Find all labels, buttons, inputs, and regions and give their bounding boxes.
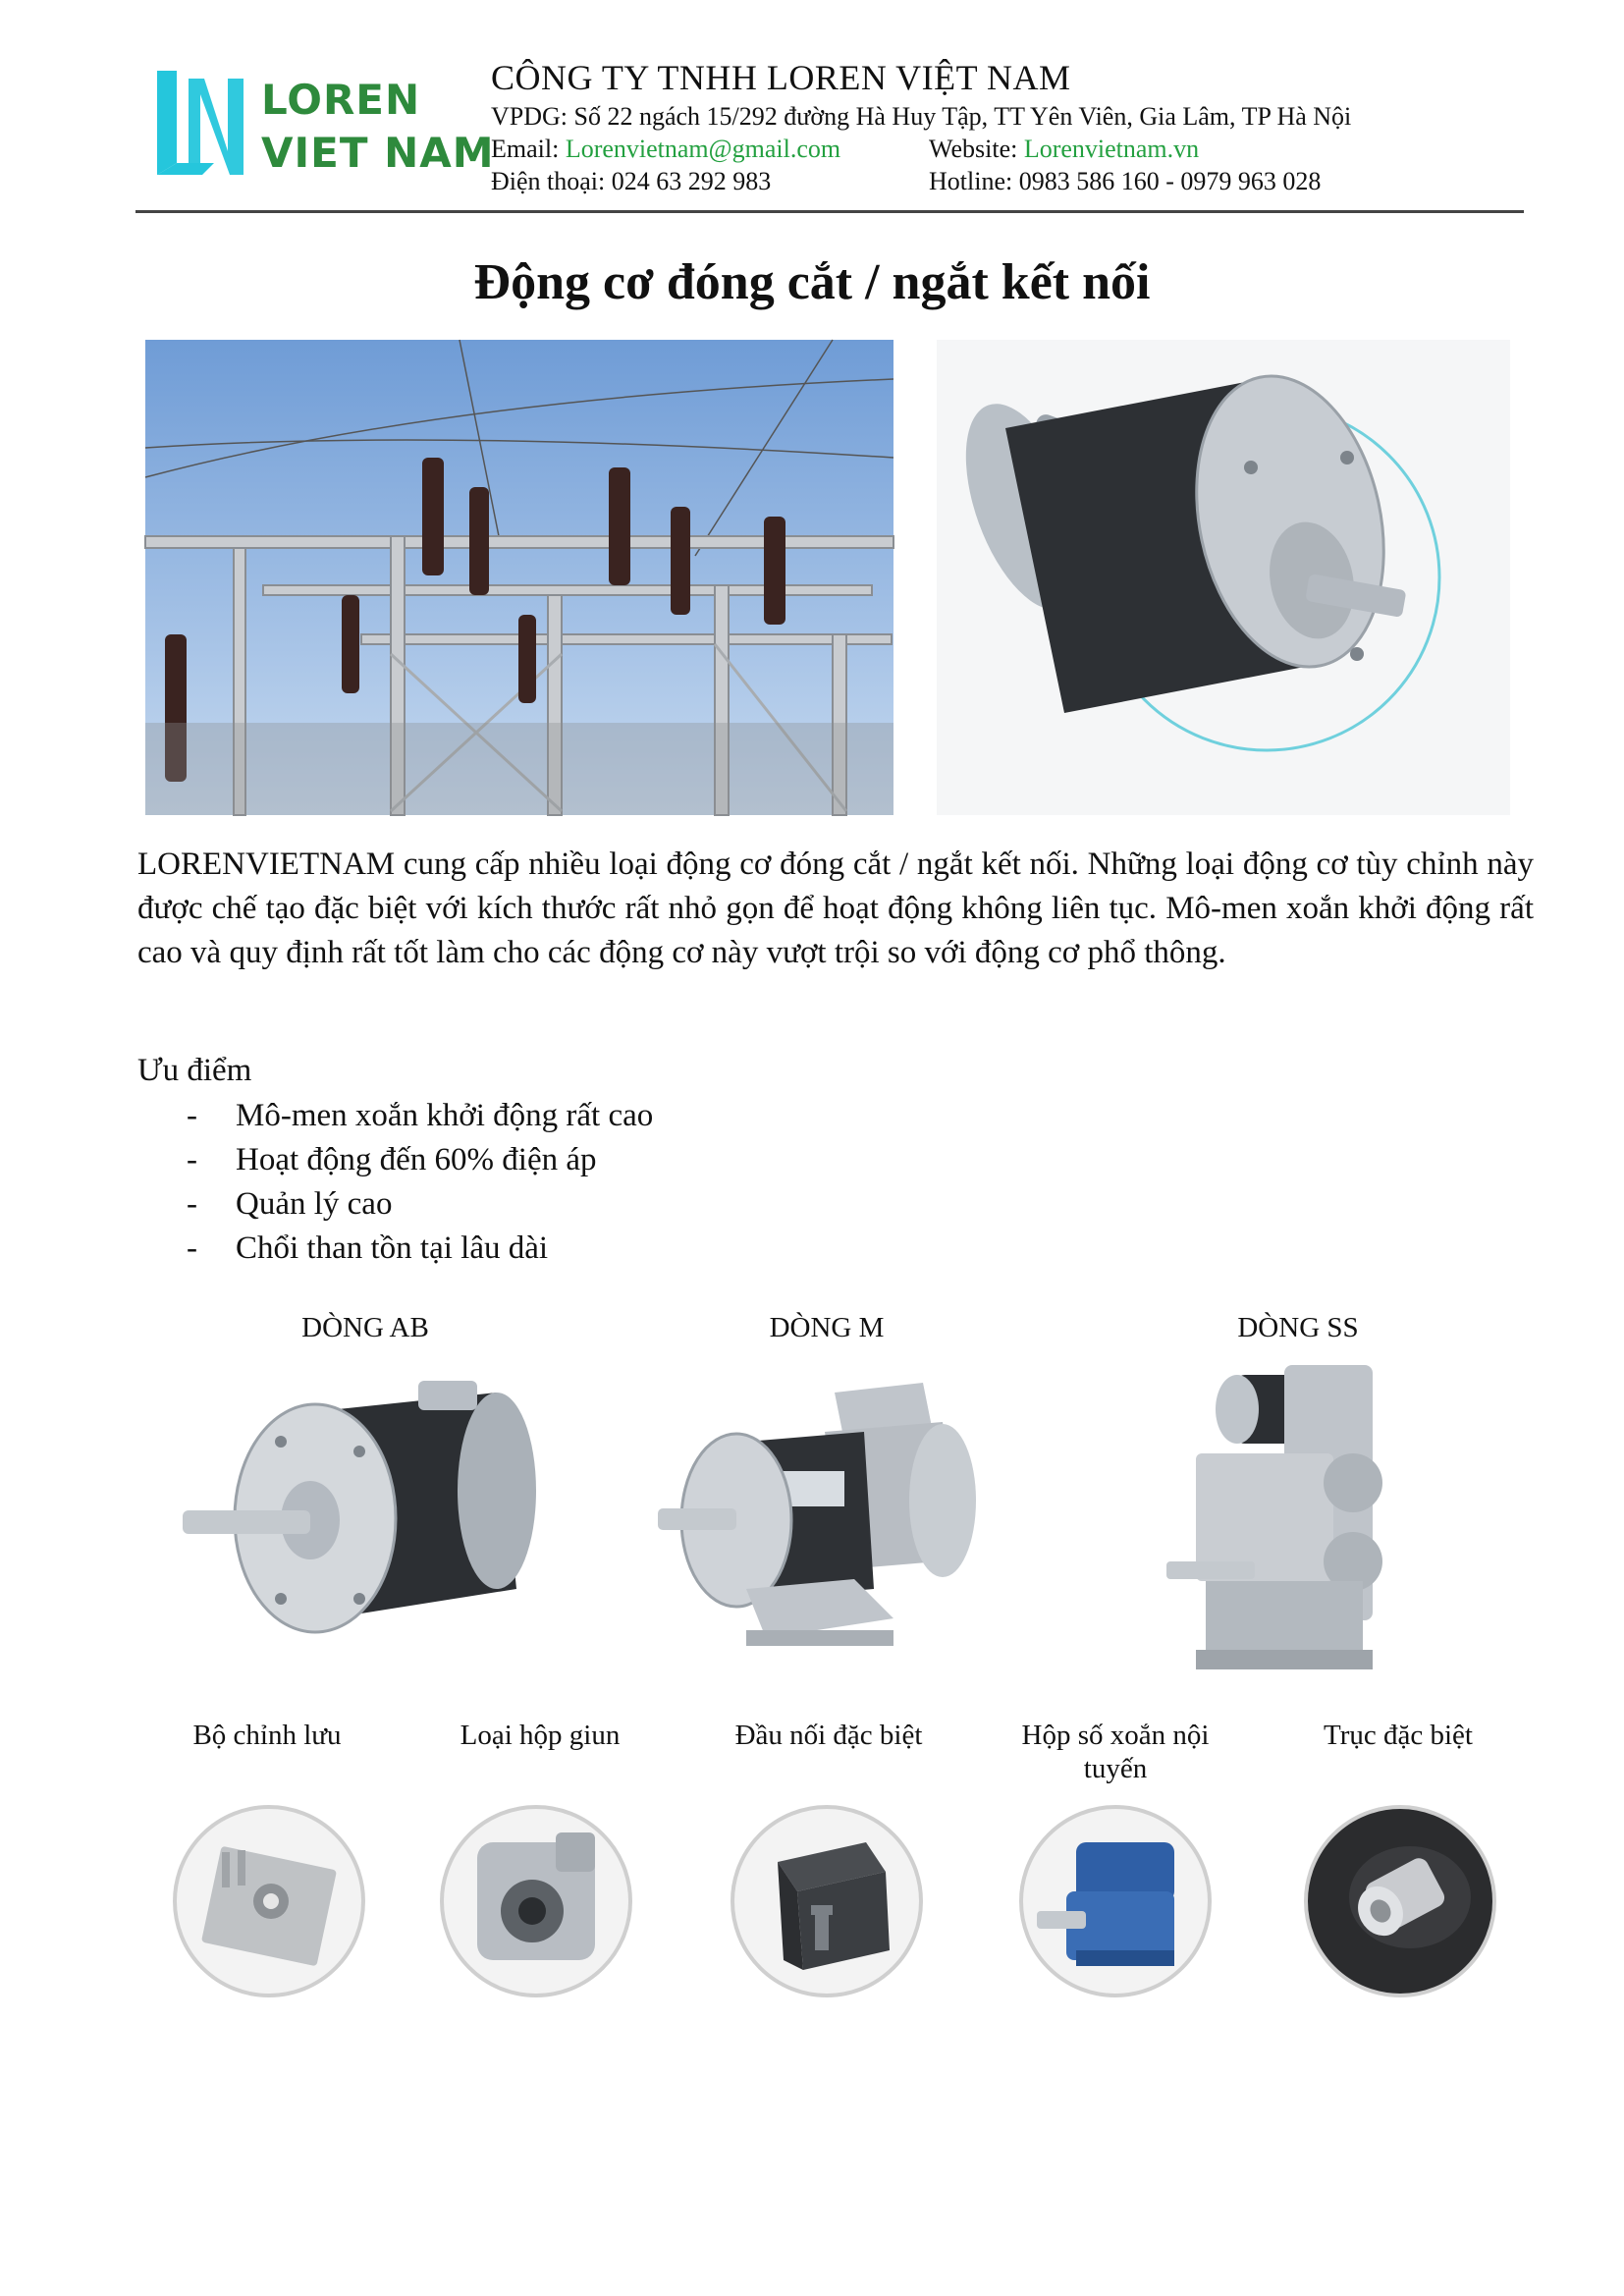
accessory-special-shaft-label: Trục đặc biệt bbox=[1324, 1720, 1473, 1751]
accessory-rectifier-image bbox=[171, 1803, 367, 1999]
series-m-image bbox=[648, 1373, 982, 1667]
list-item: - Quản lý cao bbox=[187, 1186, 393, 1222]
advantages-heading: Ưu điểm bbox=[137, 1053, 252, 1088]
accessory-inline-gearbox-label: Hộp số xoắn nội tuyến bbox=[1021, 1720, 1210, 1784]
company-logo bbox=[157, 65, 495, 181]
logo-line1: LOREN bbox=[261, 76, 421, 124]
website-line bbox=[929, 135, 1199, 164]
accessory-connector-label: Đầu nối đặc biệt bbox=[734, 1720, 923, 1751]
substation-image-icon bbox=[145, 340, 893, 815]
special-connector-icon bbox=[729, 1803, 925, 1999]
logo-mark-icon bbox=[157, 65, 495, 181]
accessory-worm-gearbox-image bbox=[438, 1803, 634, 1999]
inline-helical-gearbox-icon bbox=[1017, 1803, 1214, 1999]
company-address: VPDG: Số 22 ngách 15/292 đường Hà Huy Tập, TT Yên Viên, Gia Lâm, TP Hà Nội bbox=[491, 102, 1352, 131]
series-ss-label: DÒNG SS bbox=[1237, 1312, 1359, 1343]
phone-line: Điện thoại: 024 63 292 983 bbox=[491, 167, 772, 195]
company-name: CÔNG TY TNHH LOREN VIỆT NAM bbox=[491, 58, 1071, 97]
bridge-rectifier-icon bbox=[171, 1803, 367, 1999]
ss-gearmotor-icon bbox=[1166, 1365, 1412, 1679]
dc-motor-image-icon bbox=[937, 340, 1510, 815]
list-item: - Hoạt động đến 60% điện áp bbox=[187, 1142, 597, 1177]
series-ab-image bbox=[173, 1373, 546, 1658]
motor-photo bbox=[937, 340, 1510, 815]
list-item: - Mô-men xoắn khởi động rất cao bbox=[187, 1098, 654, 1133]
intro-paragraph: LORENVIETNAM cung cấp nhiều loại động cơ đóng cắt / ngắt kết nối. Những loại động cơ tùy chỉnh này được chế tạo đặc biệt với kích thước rất nhỏ gọn để hoạt động không liên tục. Mô-men xoắn khởi động rất cao và quy định rất tốt làm cho các động cơ này vượt trội so với động cơ phổ thông. bbox=[137, 847, 1534, 970]
worm-gearbox-icon bbox=[438, 1803, 634, 1999]
accessory-inline-gearbox-image bbox=[1017, 1803, 1214, 1999]
logo-line2: VIET NAM bbox=[261, 129, 495, 177]
series-ss-image bbox=[1166, 1365, 1412, 1679]
ab-motor-icon bbox=[173, 1373, 546, 1658]
hotline-line: Hotline: 0983 586 160 - 0979 963 028 bbox=[929, 167, 1322, 195]
advantages-list bbox=[187, 1094, 653, 1271]
series-ab-label: DÒNG AB bbox=[301, 1312, 429, 1343]
email-line bbox=[491, 135, 840, 164]
email-label: Email: bbox=[491, 135, 566, 163]
special-shaft-icon bbox=[1302, 1803, 1498, 1999]
accessory-connector-image bbox=[729, 1803, 925, 1999]
accessory-special-shaft-image bbox=[1302, 1803, 1498, 1999]
header-divider bbox=[135, 210, 1524, 213]
substation-photo bbox=[145, 340, 893, 815]
accessory-rectifier-label: Bộ chỉnh lưu bbox=[192, 1720, 342, 1751]
list-item: - Chổi than tồn tại lâu dài bbox=[187, 1230, 549, 1266]
website-label: Website: bbox=[929, 135, 1024, 163]
accessory-worm-gearbox-label: Loại hộp giun bbox=[460, 1720, 621, 1751]
website-link[interactable]: Lorenvietnam.vn bbox=[1023, 135, 1200, 163]
page-title: Động cơ đóng cắt / ngắt kết nối bbox=[473, 254, 1151, 310]
email-link[interactable]: Lorenvietnam@gmail.com bbox=[565, 135, 841, 163]
series-m-label: DÒNG M bbox=[769, 1312, 885, 1343]
m-motor-icon bbox=[648, 1373, 982, 1667]
